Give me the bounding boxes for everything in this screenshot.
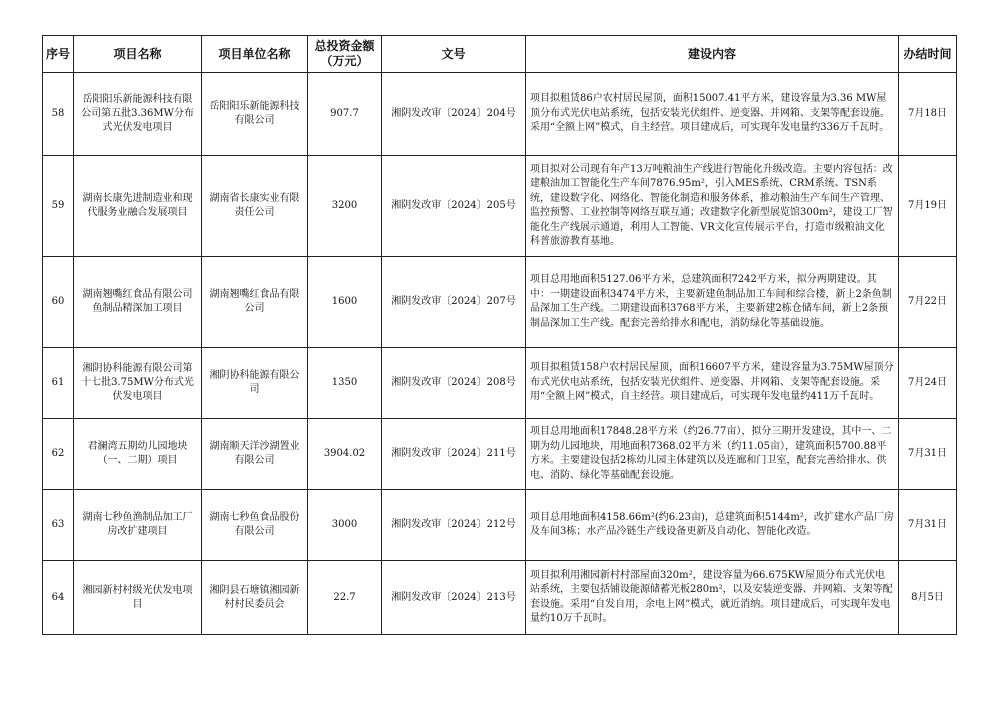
header-document-number: 文号 xyxy=(382,36,526,73)
cell-seq: 60 xyxy=(43,257,74,348)
cell-project-unit: 湘阴协科能源有限公司 xyxy=(202,348,308,419)
cell-investment: 3000 xyxy=(308,490,382,561)
cell-construction-content: 项目拟利用湘园新村村部屋面320m²，建设容量为66.675KW屋顶分布式光伏电站系统，主要包括铺设能源储蓄光板280m²，以及安装逆变器、并网箱、支架等配套设施。采用“自发自用，余电上网”模式，就近消纳。项目建成后，可实现年发电量约10万千瓦时。 xyxy=(526,561,899,635)
cell-investment: 1600 xyxy=(308,257,382,348)
cell-investment: 3904.02 xyxy=(308,419,382,490)
cell-project-name: 湖南长康先进制造业和现代服务业融合发展项目 xyxy=(74,156,202,257)
cell-completion-date: 7月31日 xyxy=(899,419,957,490)
cell-construction-content: 项目拟租赁86户农村居民屋顶，面积15007.41平方米，建设容量为3.36 MW屋顶分布式光伏电站系统，包括安装光伏组件、逆变器、并网箱、支架等配套设施。采用“全额上网”模式，自主经营。项目建成后，可实现年发电量约336万千瓦时。 xyxy=(526,73,899,156)
cell-investment: 3200 xyxy=(308,156,382,257)
cell-construction-content: 项目总用地面积17848.28平方米（约26.77亩），拟分三期开发建设，其中一、二期为幼儿园地块，用地面积7368.02平方米（约11.05亩），建筑面积5700.88平方米。主要建设包括2栋幼儿园主体建筑以及连廊和门卫室，配套完善给排水、供电、消防、绿化等基础配套设施。 xyxy=(526,419,899,490)
cell-project-name: 岳阳阳乐新能源科技有限公司第五批3.36MW分布式光伏发电项目 xyxy=(74,73,202,156)
table-row xyxy=(43,73,957,156)
cell-document-number: 湘阴发改审〔2024〕213号 xyxy=(382,561,526,635)
cell-document-number: 湘阴发改审〔2024〕204号 xyxy=(382,73,526,156)
cell-construction-content: 项目拟租赁158户农村居民屋顶，面积16607平方米，建设容量为3.75MW屋顶分布式光伏电站系统，包括安装光伏组件、逆变器、并网箱、支架等配套设施。采用“全额上网”模式，自主经营。项目建成后，可实现年发电量约411万千瓦时。 xyxy=(526,348,899,419)
header-seq: 序号 xyxy=(43,36,74,73)
cell-completion-date: 7月19日 xyxy=(899,156,957,257)
cell-construction-content: 项目总用地面积4158.66m²(约6.23亩)，总建筑面积5144m²，改扩建水产品厂房及车间3栋；水产品冷链生产线设备更新及自动化、智能化改造。 xyxy=(526,490,899,561)
cell-project-unit: 湖南七秒鱼食品股份有限公司 xyxy=(202,490,308,561)
header-completion-date: 办结时间 xyxy=(899,36,957,73)
cell-document-number: 湘阴发改审〔2024〕212号 xyxy=(382,490,526,561)
cell-project-name: 湖南七秒鱼渔制品加工厂房改扩建项目 xyxy=(74,490,202,561)
table-row xyxy=(43,348,957,419)
cell-project-unit: 湖南省长康实业有限责任公司 xyxy=(202,156,308,257)
header-construction-content: 建设内容 xyxy=(526,36,899,73)
cell-document-number: 湘阴发改审〔2024〕208号 xyxy=(382,348,526,419)
cell-seq: 63 xyxy=(43,490,74,561)
table-row xyxy=(43,419,957,490)
table-row xyxy=(43,490,957,561)
cell-project-name: 湘阴协科能源有限公司第十七批3.75MW分布式光伏发电项目 xyxy=(74,348,202,419)
cell-investment: 1350 xyxy=(308,348,382,419)
header-project-unit: 项目单位名称 xyxy=(202,36,308,73)
cell-document-number: 湘阴发改审〔2024〕207号 xyxy=(382,257,526,348)
cell-seq: 61 xyxy=(43,348,74,419)
cell-investment: 22.7 xyxy=(308,561,382,635)
cell-document-number: 湘阴发改审〔2024〕211号 xyxy=(382,419,526,490)
table-row xyxy=(43,257,957,348)
cell-project-name: 湘园新村村级光伏发电项目 xyxy=(74,561,202,635)
cell-completion-date: 7月18日 xyxy=(899,73,957,156)
cell-completion-date: 7月31日 xyxy=(899,490,957,561)
cell-project-unit: 湖南顺天洋沙湖置业有限公司 xyxy=(202,419,308,490)
cell-construction-content: 项目总用地面积5127.06平方米，总建筑面积7242平方米，拟分两期建设。其中：一期建设面积3474平方米，主要新建鱼制品加工车间和综合楼，新上2条鱼制品深加工生产线。二期建设面积3768平方米，主要新建2栋仓储车间，新上2条预制品深加工生产线。配套完善给排水和配电，消防绿化等基础设施。 xyxy=(526,257,899,348)
header-project-name: 项目名称 xyxy=(74,36,202,73)
table-row xyxy=(43,561,957,635)
cell-investment: 907.7 xyxy=(308,73,382,156)
project-approval-table xyxy=(42,35,957,635)
cell-completion-date: 7月22日 xyxy=(899,257,957,348)
header-investment: 总投资金额（万元） xyxy=(308,36,382,73)
cell-project-name: 君澜湾五期幼儿园地块（一、二期）项目 xyxy=(74,419,202,490)
cell-project-unit: 湖南翘嘴红食品有限公司 xyxy=(202,257,308,348)
cell-project-unit: 岳阳阳乐新能源科技有限公司 xyxy=(202,73,308,156)
cell-project-name: 湖南翘嘴红食品有限公司鱼制品精深加工项目 xyxy=(74,257,202,348)
table-row xyxy=(43,156,957,257)
cell-document-number: 湘阴发改审〔2024〕205号 xyxy=(382,156,526,257)
cell-seq: 58 xyxy=(43,73,74,156)
cell-seq: 64 xyxy=(43,561,74,635)
cell-project-unit: 湘阴县石塘镇湘园新村村民委员会 xyxy=(202,561,308,635)
table-header-row xyxy=(43,36,957,73)
cell-seq: 62 xyxy=(43,419,74,490)
cell-construction-content: 项目拟对公司现有年产13万吨粮油生产线进行智能化升级改造。主要内容包括：改建粮油加工智能化生产车间7876.95m²，引入MES系统、CRM系统、TSN系统，建设数字化、网络化、智能化制造和服务体系，推动粮油生产车间生产管理、监控预警、工业控制等网络互联互通；改建数字化新型展览馆300m²，建设工厂智能化生产线展示通道，利用人工智能、VR文化宣传展示平台，打造市级粮油文化科普旅游教育基地。 xyxy=(526,156,899,257)
cell-seq: 59 xyxy=(43,156,74,257)
cell-completion-date: 7月24日 xyxy=(899,348,957,419)
cell-completion-date: 8月5日 xyxy=(899,561,957,635)
